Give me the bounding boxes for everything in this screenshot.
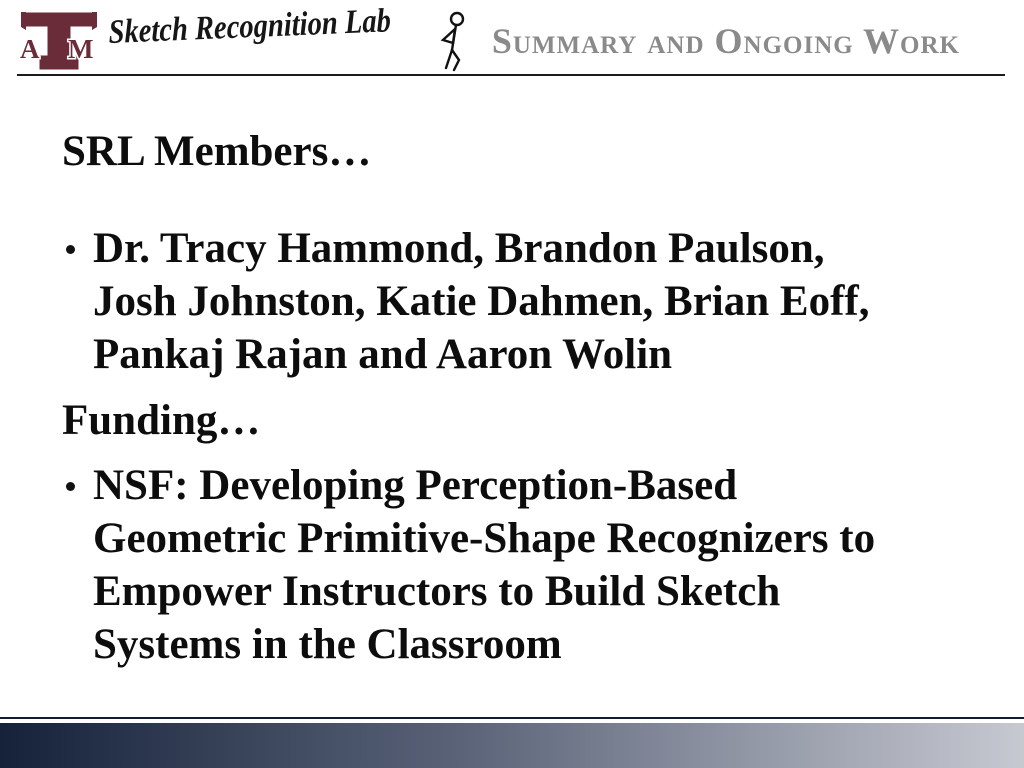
funding-line-4: Systems in the Classroom bbox=[93, 621, 562, 668]
stick-figure-icon bbox=[438, 10, 474, 74]
bottom-gradient-bar bbox=[0, 723, 1024, 768]
tamu-letter-m: M bbox=[68, 34, 94, 64]
srl-logo bbox=[12, 2, 474, 76]
members-line-2: Josh Johnston, Katie Dahmen, Brian Eoff, bbox=[93, 278, 870, 325]
funding-bullet-text bbox=[93, 459, 942, 671]
bullet-marker bbox=[62, 222, 93, 275]
members-bullet-text bbox=[93, 222, 942, 381]
members-heading: SRL Members… bbox=[62, 128, 372, 175]
members-bullet-item bbox=[62, 222, 942, 381]
bullet-dot-icon bbox=[66, 245, 75, 254]
bullet-marker bbox=[62, 459, 93, 512]
tamu-letter-a: A bbox=[20, 34, 40, 64]
tamu-logo-icon bbox=[12, 10, 106, 74]
funding-heading: Funding… bbox=[62, 397, 261, 444]
bottom-accent-line bbox=[0, 717, 1024, 719]
slide-body bbox=[62, 125, 942, 671]
funding-bullet-item bbox=[62, 459, 942, 671]
bullet-dot-icon bbox=[66, 482, 75, 491]
header-rule bbox=[17, 74, 1005, 76]
funding-line-3: Empower Instructors to Build Sketch bbox=[93, 568, 781, 615]
members-line-3: Pankaj Rajan and Aaron Wolin bbox=[93, 331, 673, 378]
slide-title: Summary and Ongoing Work bbox=[491, 21, 960, 61]
lab-name-script: Sketch Recognition Lab bbox=[108, 2, 392, 51]
members-line-1: Dr. Tracy Hammond, Brandon Paulson, bbox=[93, 225, 825, 272]
funding-line-1: NSF: Developing Perception-Based bbox=[93, 462, 738, 509]
funding-line-2: Geometric Primitive-Shape Recognizers to bbox=[93, 515, 876, 562]
